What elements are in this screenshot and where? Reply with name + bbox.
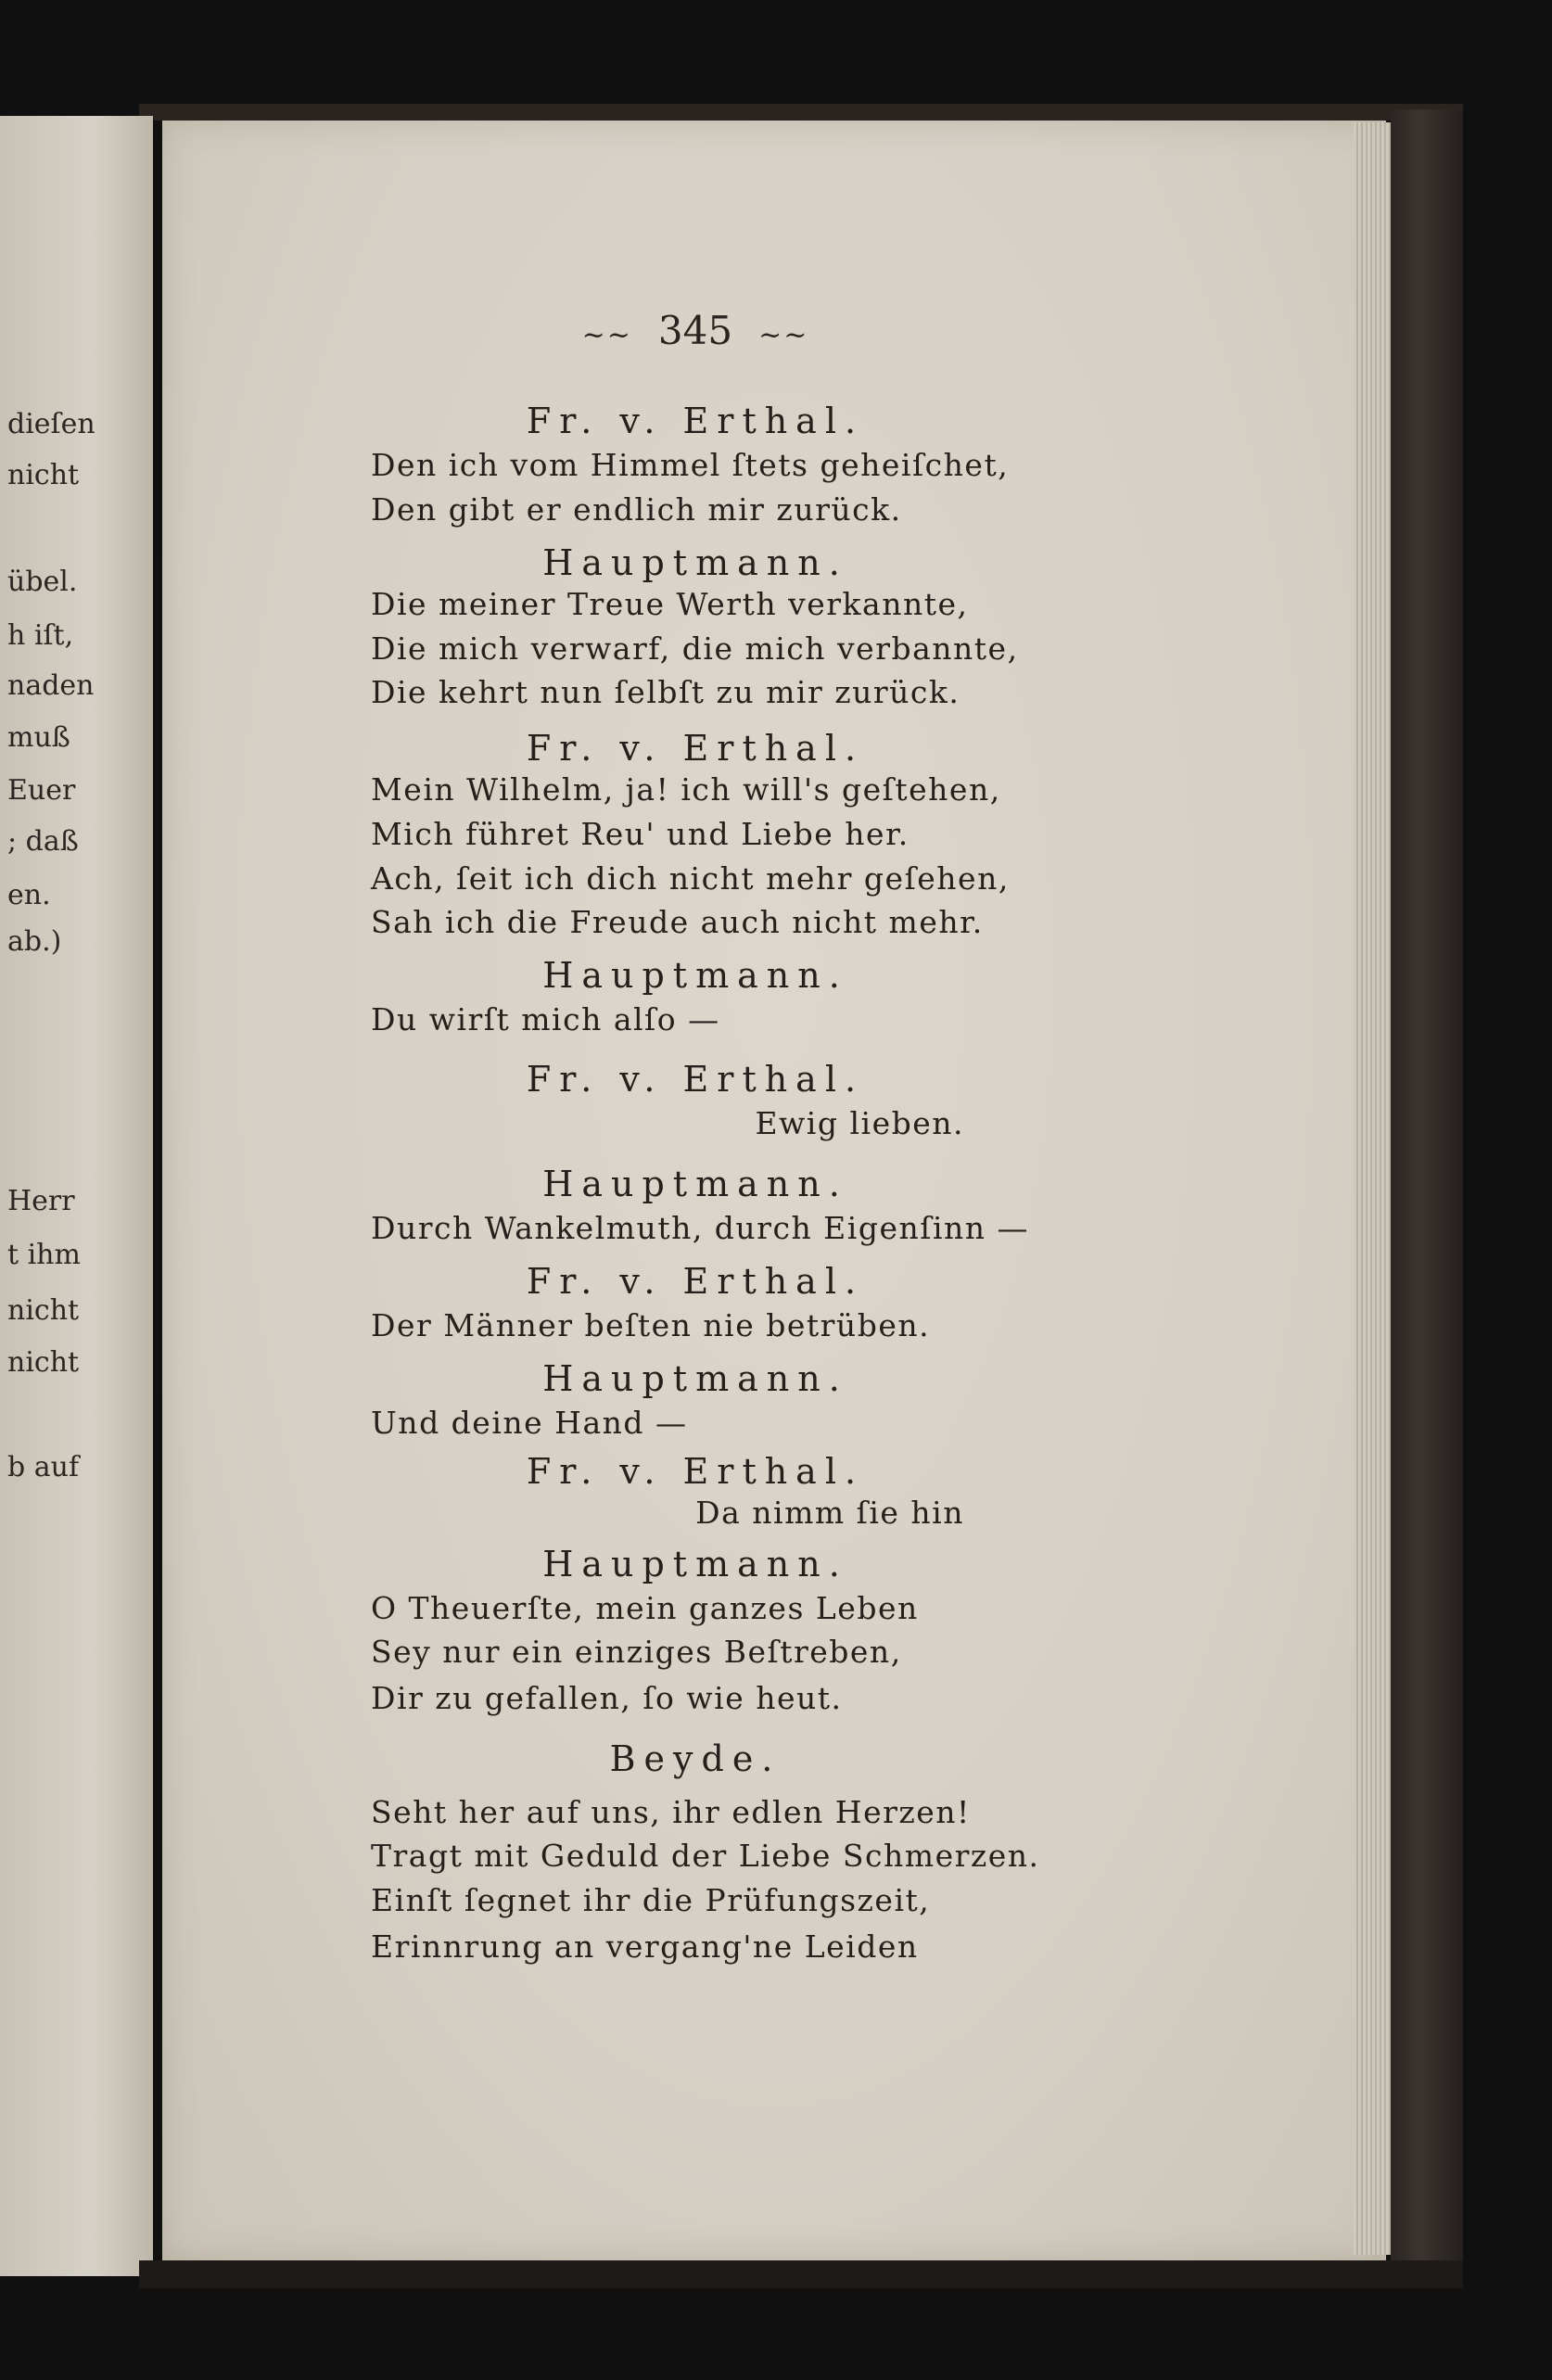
verse-line: Da nimm ſie hin bbox=[695, 1495, 964, 1531]
verse-line: Und deine Hand — bbox=[371, 1405, 688, 1441]
verse-line: Dir zu gefallen, ſo wie heut. bbox=[371, 1680, 843, 1716]
verse-line: O Theuerſte, mein ganzes Leben bbox=[371, 1590, 919, 1626]
header-ornament-right: ~~ bbox=[758, 319, 809, 351]
verse-line: Sah ich die Freude auch nicht mehr. bbox=[371, 904, 984, 940]
verse-line: Mich führet Reu' und Liebe her. bbox=[371, 816, 910, 852]
verse-line: Erinnrung an vergang'ne Leiden bbox=[371, 1928, 919, 1965]
speaker-name: Fr. v. Erthal. bbox=[526, 1059, 865, 1100]
left-page-fragment: muß bbox=[7, 721, 70, 754]
speaker-name: Fr. v. Erthal. bbox=[526, 1451, 865, 1492]
verse-line: Durch Wankelmuth, durch Eigenſinn — bbox=[371, 1210, 1030, 1246]
speaker-name: Hauptmann. bbox=[542, 542, 848, 583]
verse-line: Der Männer beſten nie betrüben. bbox=[371, 1307, 931, 1343]
verse-line: Ach, ſeit ich dich nicht mehr geſehen, bbox=[371, 860, 1010, 897]
left-page-fragment: nicht bbox=[7, 1346, 80, 1379]
left-page-fragment: dieſen bbox=[7, 408, 95, 440]
left-page-fragment: nicht bbox=[7, 1294, 80, 1327]
left-page-fragment: naden bbox=[7, 669, 95, 702]
speaker-name: Beyde. bbox=[609, 1738, 782, 1779]
left-page-fragment: t ihm bbox=[7, 1239, 81, 1271]
verse-line: Ewig lieben. bbox=[755, 1105, 964, 1141]
verse-line: Sey nur ein einziges Beſtreben, bbox=[371, 1634, 902, 1670]
speaker-name: Hauptmann. bbox=[542, 1544, 848, 1585]
page-header bbox=[371, 308, 1020, 353]
header-ornament-left: ~~ bbox=[581, 319, 632, 351]
left-page-fragment: übel. bbox=[7, 566, 78, 598]
left-page-fragment: en. bbox=[7, 879, 51, 911]
speaker-name: Hauptmann. bbox=[542, 1358, 848, 1399]
verse-line: Die meiner Treue Werth verkannte, bbox=[371, 586, 969, 622]
page-number: 345 bbox=[657, 308, 733, 353]
left-page-fragment: Herr bbox=[7, 1185, 75, 1217]
left-page-fragment: ; daß bbox=[7, 825, 79, 858]
speaker-name: Hauptmann. bbox=[542, 1164, 848, 1204]
speaker-name: Fr. v. Erthal. bbox=[526, 1261, 865, 1302]
verse-line: Seht her auf uns, ihr edlen Herzen! bbox=[371, 1794, 971, 1830]
verse-line: Den ich vom Himmel ſtets geheiſchet, bbox=[371, 447, 1010, 483]
verse-line: Mein Wilhelm, ja! ich will's geſtehen, bbox=[371, 771, 1001, 808]
verse-line: Du wirſt mich alſo — bbox=[371, 1001, 720, 1037]
speaker-name: Hauptmann. bbox=[542, 955, 848, 996]
verse-line: Den gibt er endlich mir zurück. bbox=[371, 491, 902, 528]
left-page-fragment: h iſt, bbox=[7, 619, 74, 652]
left-page-fragment: Euer bbox=[7, 774, 76, 807]
left-page-fragment: nicht bbox=[7, 459, 80, 491]
speaker-name: Fr. v. Erthal. bbox=[526, 728, 865, 769]
speaker-name: Fr. v. Erthal. bbox=[526, 401, 865, 441]
left-page-fragment: b auf bbox=[7, 1451, 80, 1483]
verse-line: Die kehrt nun ſelbſt zu mir zurück. bbox=[371, 674, 960, 710]
verse-line: Die mich verwarf, die mich verbannte, bbox=[371, 630, 1019, 667]
verse-line: Tragt mit Geduld der Liebe Schmerzen. bbox=[371, 1838, 1040, 1874]
left-page-fragment: ab.) bbox=[7, 925, 62, 958]
verse-line: Einſt ſegnet ihr die Prüfungszeit, bbox=[371, 1882, 931, 1918]
